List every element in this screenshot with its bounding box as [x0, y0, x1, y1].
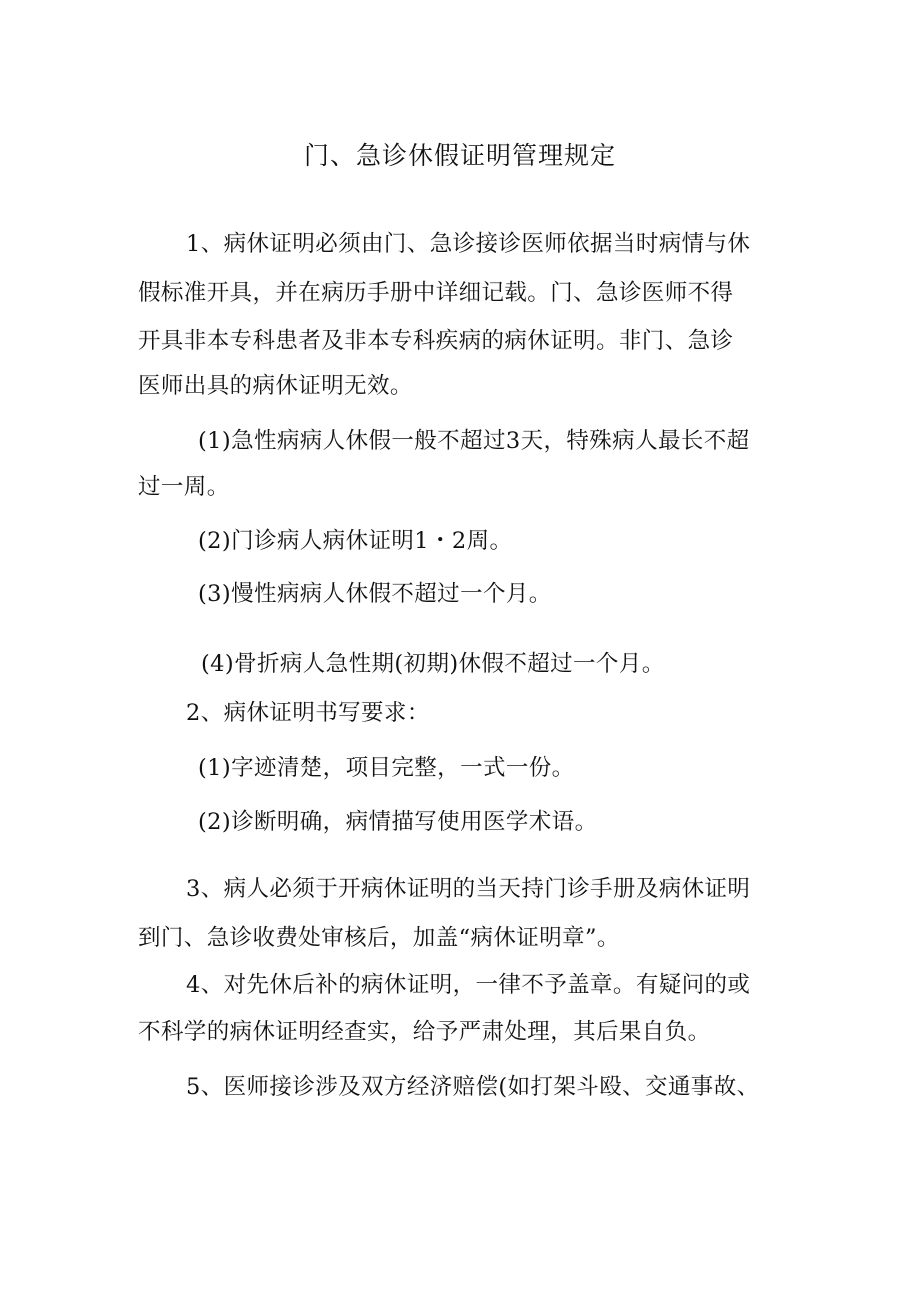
paragraph-1-line-4: 医师出具的病休证明无效。: [138, 373, 413, 399]
paragraph-4-line-2: 不科学的病休证明经查实，给予严肃处理，其后果自负。: [138, 1019, 711, 1045]
paragraph-1-line-2: 假标准开具，并在病历手册中详细记载。门、急诊医师不得: [138, 280, 734, 306]
item-2-line: (2)门诊病人病休证明1・2周。: [198, 528, 513, 554]
item-3-line: (3)慢性病病人休假不超过一个月。: [198, 581, 552, 607]
paragraph-4-line-1: 4、对先休后补的病休证明，一律不予盖章。有疑问的或: [186, 972, 751, 998]
item-4-line: (4)骨折病人急性期(初期)休假不超过一个月。: [201, 651, 665, 677]
item-1-line-1: (1)急性病病人休假一般不超过3天，特殊病人最长不超: [198, 428, 750, 454]
document-title: 门、急诊休假证明管理规定: [303, 141, 616, 170]
requirement-1-line: (1)字迹清楚，项目完整，一式一份。: [198, 755, 575, 781]
paragraph-1-line-1: 1、病休证明必须由门、急诊接诊医师依据当时病情与休: [186, 231, 751, 257]
paragraph-5-line-1: 5、医师接诊涉及双方经济赔偿(如打架斗殴、交通事故、: [186, 1074, 760, 1100]
paragraph-1-line-3: 开具非本专科患者及非本专科疾病的病休证明。非门、急诊: [138, 328, 734, 354]
paragraph-2-line: 2、病休证明书写要求：: [186, 700, 430, 726]
requirement-2-line: (2)诊断明确，病情描写使用医学术语。: [198, 809, 598, 835]
item-1-line-2: 过一周。: [138, 474, 230, 500]
paragraph-3-line-2: 到门、急诊收费处审核后，加盖“病休证明章”。: [138, 925, 620, 951]
paragraph-3-line-1: 3、病人必须于开病休证明的当天持门诊手册及病休证明: [186, 876, 751, 902]
